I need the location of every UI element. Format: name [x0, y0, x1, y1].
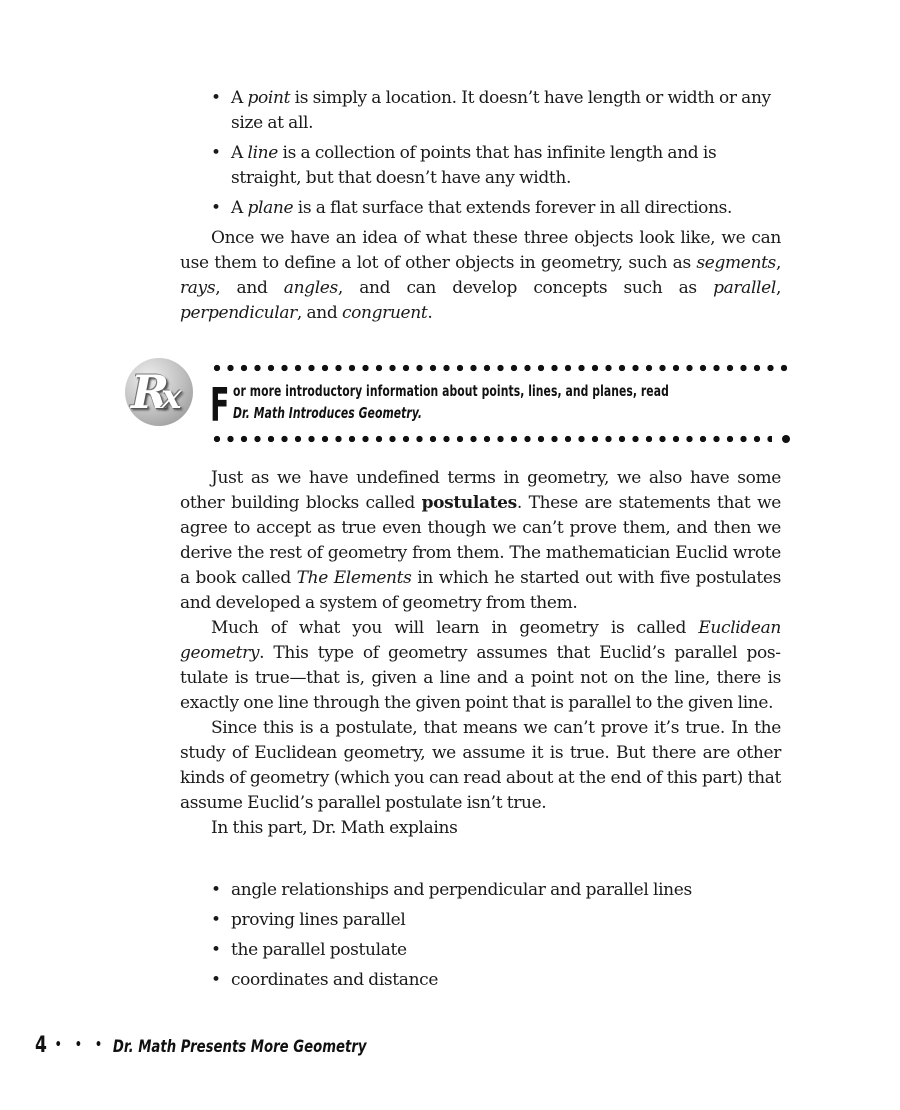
footer-separator: • • • [54, 1037, 107, 1053]
list-item-plane: • A plane is a flat surface that extends forever in all directions. [180, 196, 781, 221]
topics-list [180, 878, 781, 993]
rx-glyph: Rx [131, 365, 174, 419]
list-item: • angle relationships and perpendicular and parallel lines [180, 878, 781, 903]
page-footer [35, 1033, 367, 1058]
book-title-the-elements: The Elements [296, 568, 412, 588]
intro-paragraph: Once we have an idea of what these three objects look like, we can use them to define a lot of other objects in geometry, such as segments, rays, and angles, and can develop concepts such as parallel, perpendicular, and congruent. [180, 228, 781, 323]
list-item: • coordinates and distance [180, 968, 781, 993]
drop-cap: F [210, 378, 230, 432]
rx-callout [125, 358, 790, 448]
term-line: line [247, 143, 278, 163]
main-body [180, 466, 781, 841]
definitions-section [180, 86, 781, 326]
list-item: • the parallel postulate [180, 938, 781, 963]
running-title: Dr. Math Presents More Geometry [112, 1037, 367, 1057]
dotted-rule-end-dot [782, 435, 790, 443]
dotted-rule-top [213, 364, 790, 372]
term-point: point [247, 88, 291, 108]
parallel-postulate-paragraph: Since this is a postulate, that means we can’t prove it’s true. In the study of Euclidean geometry, we assume it is true. But there are other kinds of geometry (which you can read about at the end of this part) that assume Euclid’s parallel postulate isn’t true. [180, 718, 781, 813]
definitions-list [180, 86, 781, 221]
term-plane: plane [247, 198, 294, 218]
referenced-book-title: Dr. Math Introduces Geometry [233, 404, 418, 422]
term-postulates: postulates [421, 493, 517, 513]
rx-callout-book-reference: Dr. Math Introduces Geometry. [233, 404, 423, 422]
topics-section [180, 878, 781, 998]
list-item-point: • A point is simply a location. It doesn’t have length or width or any size at all. [180, 86, 781, 136]
term-euclidean-geometry: Euclidean geometry [180, 618, 781, 663]
postulates-paragraph: Just as we have undefined terms in geometry, we also have some other building blocks called postulates. These are statements that we agree to accept as true even though we can’t prove them, and then we derive the rest of geometry from them. The mathematician Euclid wrote a book called The Elements in which he started out with five postulates and developed a system of geometry from them. [180, 468, 781, 613]
list-item-line: • A line is a collection of points that has infinite length and is straight, but that doesn’t have any width. [180, 141, 781, 191]
euclidean-paragraph: Much of what you will learn in geometry is called Euclidean geometry. This type of geometry assumes that Euclid’s parallel postulate is true—that is, given a line and a point not on the line, there is exactly one line through the given point that is parallel to the given line. [180, 618, 781, 713]
dotted-rule-bottom [213, 435, 772, 443]
rx-callout-text: or more introductory information about points, lines, and planes, read [233, 382, 669, 400]
explains-intro: In this part, Dr. Math explains [211, 818, 458, 838]
rx-icon [125, 358, 193, 426]
page-number: 4 [35, 1033, 47, 1058]
list-item: • proving lines parallel [180, 908, 781, 933]
